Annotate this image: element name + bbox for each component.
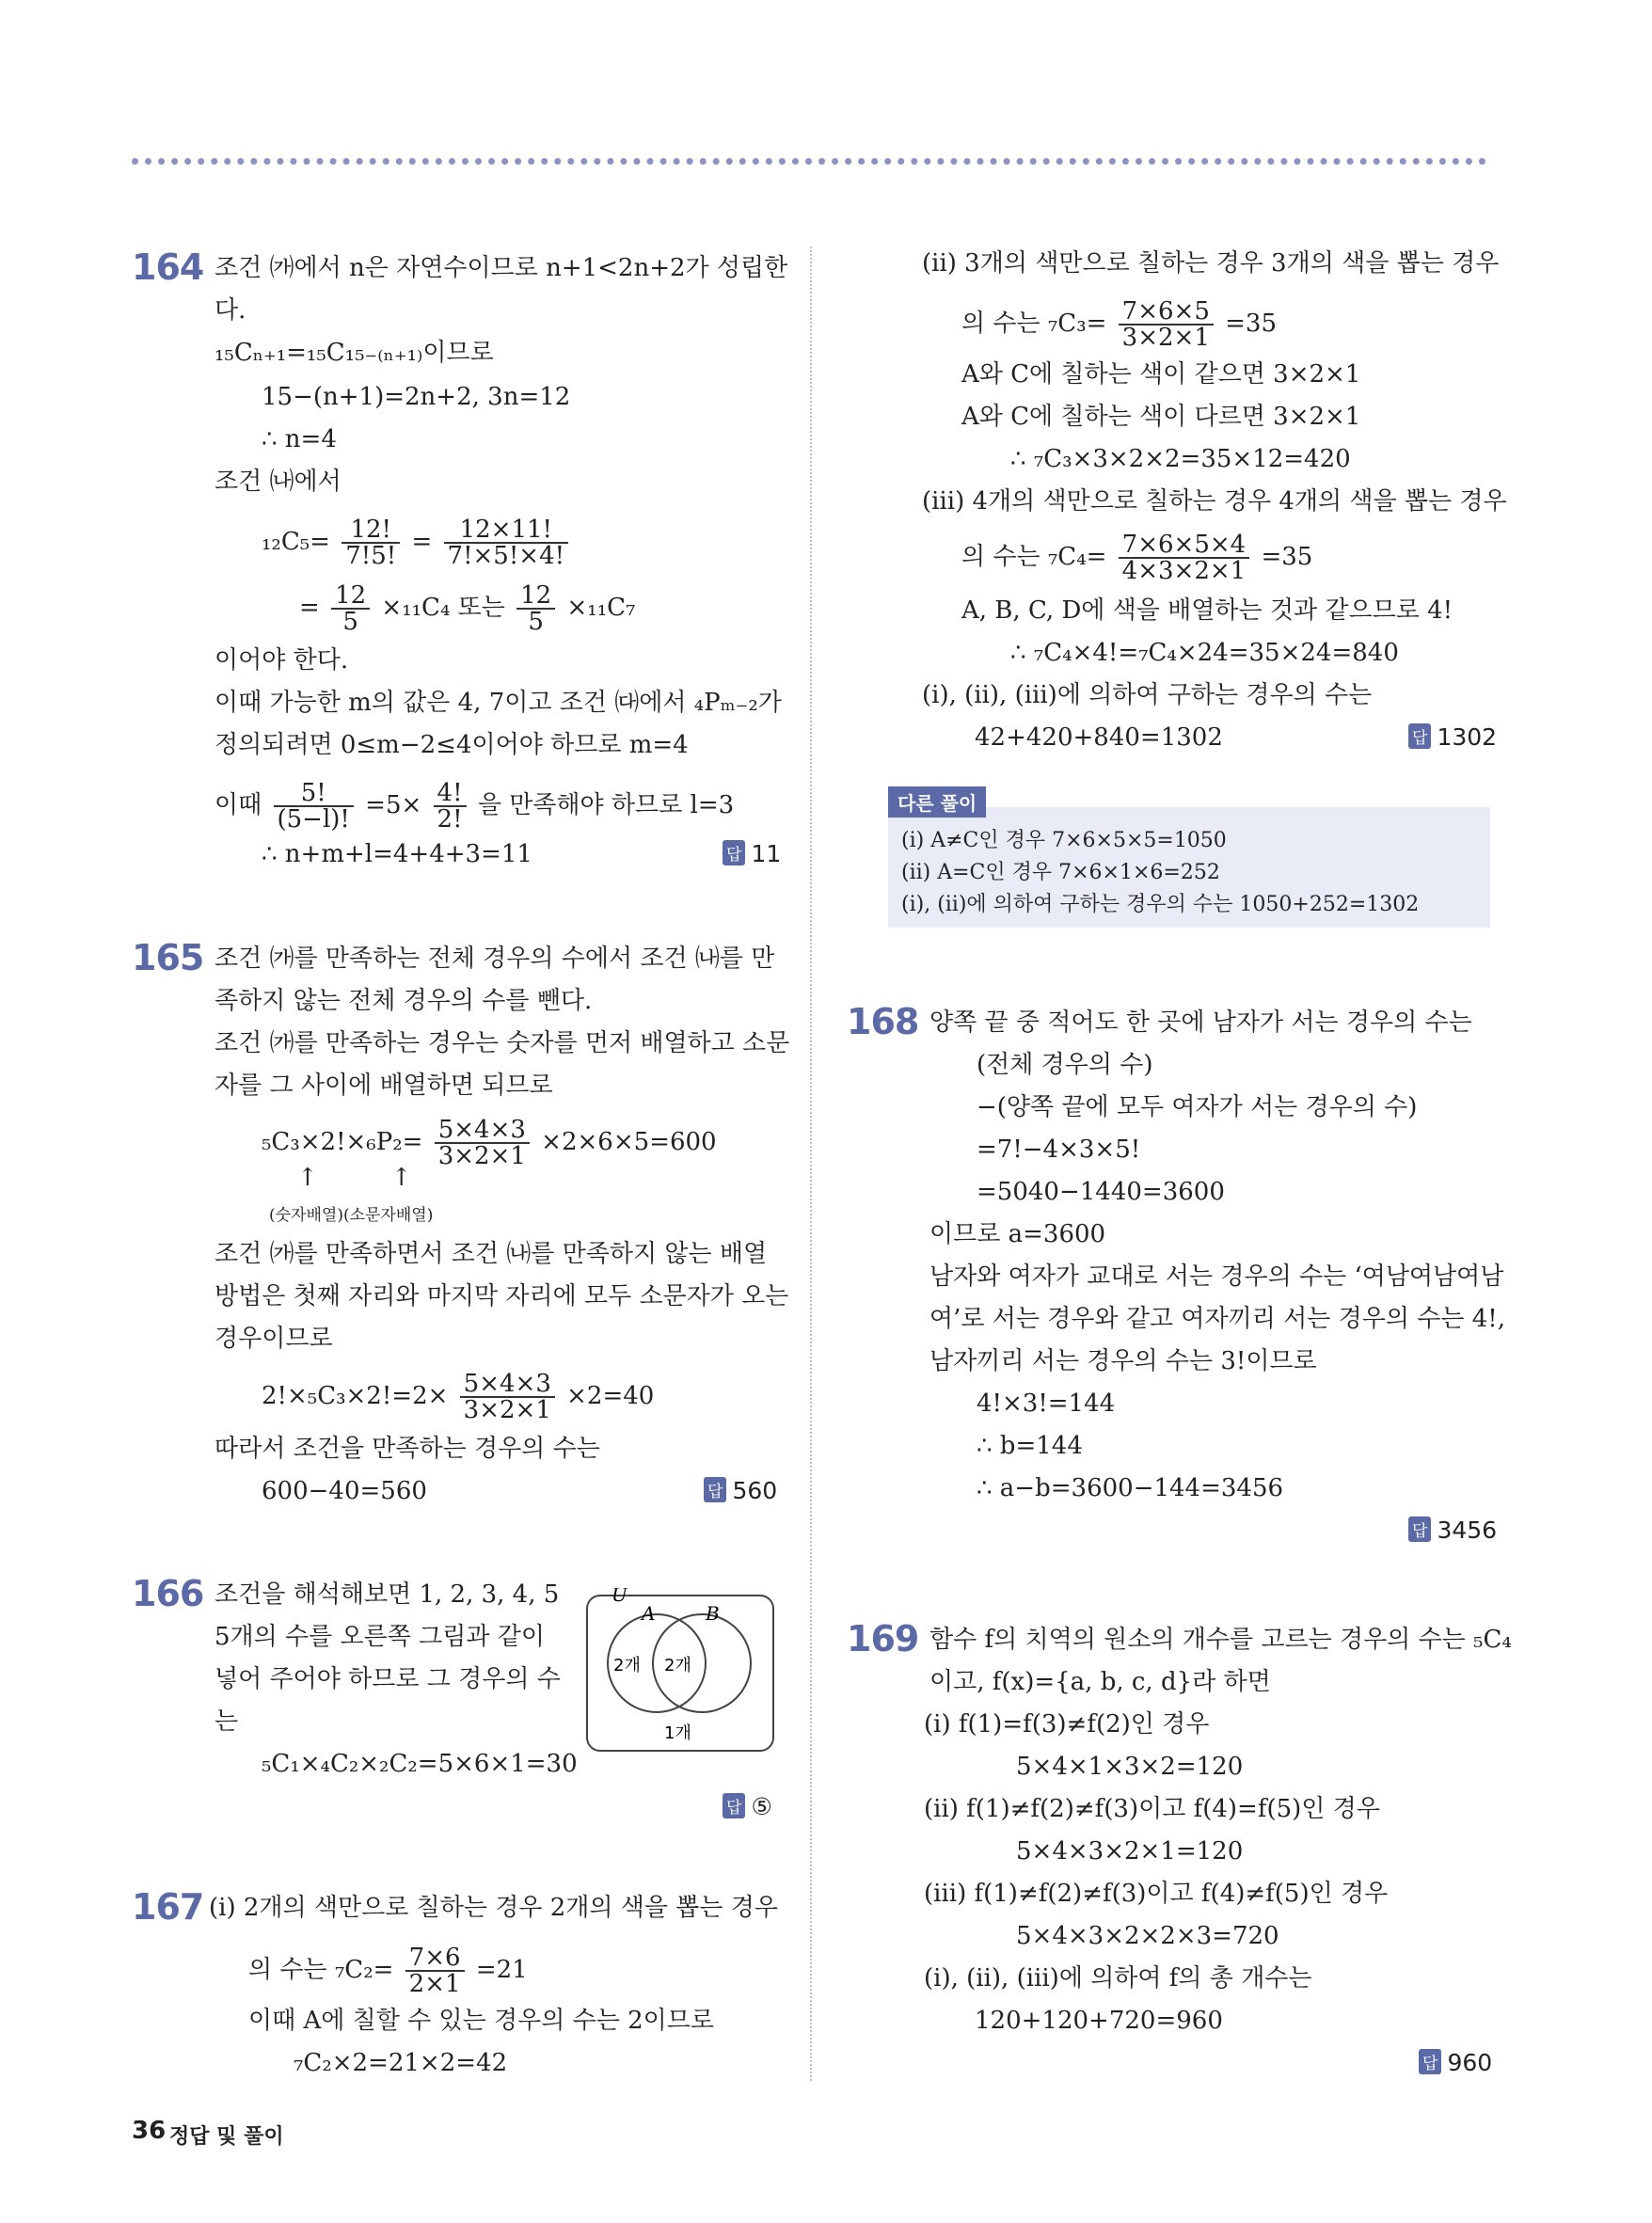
venn-label-u: U: [612, 1588, 627, 1606]
answer-value: 1302: [1437, 723, 1498, 751]
answer-badge: 답: [704, 1477, 726, 1502]
math-line: [961, 299, 1277, 350]
text-line: 는: [214, 1707, 239, 1736]
venn-label-a: A: [642, 1602, 656, 1625]
answer: [1419, 2049, 1492, 2076]
text-line: 족하지 않는 전체 경우의 수를 뺀다.: [214, 987, 593, 1015]
venn-count-outside: 1개: [664, 1723, 691, 1743]
arrows: ↑ ↑: [297, 1164, 412, 1192]
text-line: 조건 ㈎를 만족하는 전체 경우의 수에서 조건 ㈏를 만: [214, 945, 775, 973]
math-line: [262, 1118, 717, 1168]
text-line: 조건 ㈎를 만족하는 경우는 숫자를 먼저 배열하고 소문: [214, 1029, 790, 1057]
alt-line: (ⅱ) A=C인 경우 7×6×1×6=252: [901, 861, 1220, 884]
text-line: 남자끼리 서는 경우의 수는 3!이므로: [929, 1347, 1317, 1375]
text-line: 여’로 서는 경우와 같고 여자끼리 서는 경우의 수는 4!,: [929, 1305, 1505, 1333]
answer-value: ⑤: [751, 1793, 772, 1820]
text-line: (ⅰ), (ⅱ), (ⅲ)에 의하여 구하는 경우의 수는: [922, 681, 1373, 709]
math-text: 의 수는 ₇C₃=: [961, 310, 1107, 338]
text-line: 이므로 a=3600: [929, 1220, 1106, 1248]
text-line: ∴ ₇C₃×3×2×2=35×12=420: [1010, 445, 1351, 473]
text-line: 5개의 수를 오른쪽 그림과 같이: [214, 1623, 545, 1651]
numerator: 7×6×5×4: [1119, 532, 1250, 559]
problem-number: 166: [132, 1573, 204, 1614]
text-line: 조건 ㈏에서: [214, 468, 342, 496]
text-line: 따라서 조건을 만족하는 경우의 수는: [214, 1435, 600, 1463]
denominator: 5: [342, 608, 358, 636]
text-line: −(양쪽 끝에 모두 여자가 서는 경우의 수): [977, 1093, 1418, 1121]
top-dotted-rule: [132, 158, 1486, 165]
text-line: ∴ n=4: [262, 425, 337, 453]
answer-value: 560: [732, 1477, 778, 1504]
math-text: ×2=40: [566, 1382, 655, 1410]
text-line: 조건 ㈎를 만족하면서 조건 ㈏를 만족하지 않는 배열: [214, 1240, 768, 1268]
denominator: 2×1: [408, 1970, 461, 1998]
problem-number: 168: [847, 1001, 919, 1042]
math-text: 2!×₅C₃×2!=2×: [262, 1382, 449, 1410]
alternative-solution-tag: 다른 풀이: [888, 786, 986, 818]
fraction: [1119, 532, 1250, 583]
text-line: (ⅰ) f(1)=f(3)≠f(2)인 경우: [924, 1710, 1210, 1739]
fraction: [516, 583, 555, 634]
math-text: ₁₂C₅=: [262, 528, 330, 556]
text-line: ₅C₁×₄C₂×₂C₂=5×6×1=30: [262, 1750, 578, 1778]
fraction: [405, 1945, 465, 1996]
math-text: =35: [1225, 310, 1278, 338]
answer-badge: 답: [1408, 1516, 1431, 1542]
text-line: ∴ a−b=3600−144=3456: [977, 1474, 1284, 1502]
venn-diagram: [585, 1588, 777, 1753]
text-line: 경우이므로: [214, 1325, 333, 1353]
text-line: A와 C에 칠하는 색이 같으면 3×2×1: [961, 360, 1361, 389]
fraction: [434, 781, 467, 832]
caption: (숫자배열)(소문자배열): [269, 1206, 434, 1225]
answer: [723, 840, 781, 867]
math-text: 이때: [214, 791, 262, 819]
alt-line: (ⅰ), (ⅱ)에 의하여 구하는 경우의 수는 1050+252=1302: [901, 893, 1420, 916]
denominator: 2!: [437, 805, 463, 834]
problem-number: 165: [132, 937, 204, 978]
venn-count-middle: 2개: [664, 1656, 691, 1675]
text-line: 자를 그 사이에 배열하면 되므로: [214, 1072, 553, 1100]
numerator: 5×4×3: [435, 1118, 530, 1144]
text-line: 이고, f(x)={a, b, c, d}라 하면: [929, 1668, 1271, 1696]
text-line: (ⅲ) f(1)≠f(2)≠f(3)이고 f(4)≠f(5)인 경우: [924, 1880, 1389, 1908]
denominator: 3×2×1: [437, 1142, 526, 1170]
text-line: 정의되려면 0≤m−2≤4이어야 하므로 m=4: [214, 731, 689, 759]
answer: [1408, 723, 1497, 751]
text-line: ₁₅Cₙ₊₁=₁₅C₁₅₋₍ₙ₊₁₎이므로: [214, 339, 494, 367]
venn-label-b: B: [706, 1602, 720, 1625]
numerator: 4!: [434, 781, 467, 807]
fraction: [1119, 299, 1214, 350]
math-line: [299, 583, 635, 634]
denominator: (5−l)!: [277, 805, 350, 834]
text-line: =7!−4×3×5!: [977, 1135, 1141, 1164]
text-line: ₇C₂×2=21×2=42: [294, 2049, 508, 2077]
text-line: (ⅱ) 3개의 색만으로 칠하는 경우 3개의 색을 뽑는 경우: [922, 249, 1500, 278]
text-line: 다.: [214, 296, 246, 325]
numerator: 7×6×5: [1119, 299, 1214, 326]
answer-badge: 답: [723, 840, 745, 865]
text-line: (ⅰ) 2개의 색만으로 칠하는 경우 2개의 색을 뽑는 경우: [209, 1894, 779, 1922]
math-line: [961, 532, 1312, 583]
text-line: (ⅲ) 4개의 색만으로 칠하는 경우 4개의 색을 뽑는 경우: [922, 487, 1507, 516]
denominator: 7!5!: [345, 542, 397, 570]
math-text: ×2×6×5=600: [541, 1128, 717, 1156]
math-line: [262, 517, 572, 568]
fraction: [435, 1118, 530, 1168]
numerator: 5×4×3: [460, 1372, 555, 1398]
problem-number: 169: [847, 1618, 919, 1659]
text-line: 이어야 한다.: [214, 646, 349, 675]
text-line: 조건 ㈎에서 n은 자연수이므로 n+1<2n+2가 성립한: [214, 254, 788, 282]
text-line: ∴ ₇C₄×4!=₇C₄×24=35×24=840: [1010, 639, 1399, 667]
numerator: 12: [516, 583, 555, 610]
math-text: =: [299, 594, 320, 622]
text-line: ∴ b=144: [977, 1432, 1083, 1460]
problem-number: 167: [132, 1886, 204, 1928]
text-line: 4!×3!=144: [977, 1389, 1116, 1418]
answer-badge: 답: [1419, 2049, 1441, 2074]
text-line: 42+420+840=1302: [975, 723, 1223, 752]
text-line: 함수 f의 치역의 원소의 개수를 고르는 경우의 수는 ₅C₄: [929, 1626, 1512, 1654]
fraction: [342, 517, 400, 568]
denominator: 3×2×1: [1121, 324, 1210, 352]
text-line: 남자와 여자가 교대로 서는 경우의 수는 ‘여남여남여남: [929, 1262, 1504, 1291]
numerator: 5!: [274, 781, 354, 807]
answer: [704, 1477, 777, 1504]
answer-badge: 답: [723, 1793, 745, 1818]
text-line: A와 C에 칠하는 색이 다르면 3×2×1: [961, 403, 1361, 431]
alt-line: (ⅰ) A≠C인 경우 7×6×5×5=1050: [901, 829, 1227, 852]
text-line: 넣어 주어야 하므로 그 경우의 수: [214, 1665, 561, 1693]
denominator: 5: [528, 608, 544, 636]
math-line: [214, 781, 734, 832]
denominator: 3×2×1: [463, 1396, 551, 1424]
math-text: =35: [1261, 543, 1313, 571]
math-text: ×₁₁C₇: [566, 594, 636, 622]
math-line: [262, 1372, 654, 1422]
page-number: 36: [132, 2117, 167, 2145]
numerator: 12: [331, 583, 370, 610]
text-line: 양쪽 끝 중 적어도 한 곳에 남자가 서는 경우의 수는: [929, 1008, 1472, 1037]
problem-number: 164: [132, 246, 204, 288]
denominator: 4×3×2×1: [1121, 557, 1247, 585]
fraction: [444, 517, 569, 568]
text-line: 이때 A에 칠할 수 있는 경우의 수는 2이므로: [248, 2007, 715, 2035]
math-text: 을 만족해야 하므로 l=3: [477, 791, 735, 819]
text-line: A, B, C, D에 색을 배열하는 것과 같으므로 4!: [961, 596, 1453, 625]
text-line: (ⅰ), (ⅱ), (ⅲ)에 의하여 f의 총 개수는: [924, 1964, 1312, 1993]
answer-badge: 답: [1408, 723, 1431, 749]
math-text: ₅C₃×2!×₆P₂=: [262, 1128, 423, 1156]
text-line: 120+120+720=960: [975, 2007, 1223, 2035]
math-text: 의 수는 ₇C₂=: [248, 1956, 394, 1984]
denominator: 7!×5!×4!: [447, 542, 565, 570]
math-text: 의 수는 ₇C₄=: [961, 543, 1107, 571]
text-line: 15−(n+1)=2n+2, 3n=12: [262, 383, 571, 411]
math-text: =5×: [365, 791, 422, 819]
numerator: 12×11!: [444, 517, 569, 544]
text-line: (전체 경우의 수): [977, 1051, 1153, 1079]
fraction: [460, 1372, 555, 1422]
fraction: [331, 583, 370, 634]
text-line: 이때 가능한 m의 값은 4, 7이고 조건 ㈐에서 ₄Pₘ₋₂가: [214, 689, 782, 717]
text-line: 600−40=560: [262, 1477, 427, 1505]
numerator: 12!: [342, 517, 400, 544]
math-text: =: [411, 528, 433, 556]
venn-count-left: 2개: [613, 1656, 641, 1675]
answer: [1408, 1516, 1497, 1544]
numerator: 7×6: [405, 1945, 465, 1972]
math-text: ×₁₁C₄ 또는: [381, 594, 505, 622]
text-line: 5×4×3×2×1=120: [1016, 1837, 1244, 1866]
text-line: 방법은 첫째 자리와 마지막 자리에 모두 소문자가 오는: [214, 1282, 789, 1310]
math-line: [248, 1945, 528, 1996]
text-line: =5040−1440=3600: [977, 1178, 1225, 1206]
answer-value: 3456: [1437, 1516, 1498, 1544]
answer-value: 960: [1447, 2049, 1493, 2076]
page-footer-title: 정답 및 풀이: [169, 2125, 284, 2149]
answer-value: 11: [751, 840, 782, 867]
text-line: 조건을 해석해보면 1, 2, 3, 4, 5: [214, 1580, 560, 1609]
text-line: (ⅱ) f(1)≠f(2)≠f(3)이고 f(4)=f(5)인 경우: [924, 1795, 1380, 1823]
text-line: ∴ n+m+l=4+4+3=11: [262, 840, 532, 868]
text-line: 5×4×1×3×2=120: [1016, 1753, 1244, 1781]
text-line: 5×4×3×2×2×3=720: [1016, 1922, 1279, 1950]
fraction: [274, 781, 354, 832]
math-text: =21: [475, 1956, 528, 1984]
answer: [723, 1793, 772, 1820]
column-divider: [810, 246, 812, 2081]
